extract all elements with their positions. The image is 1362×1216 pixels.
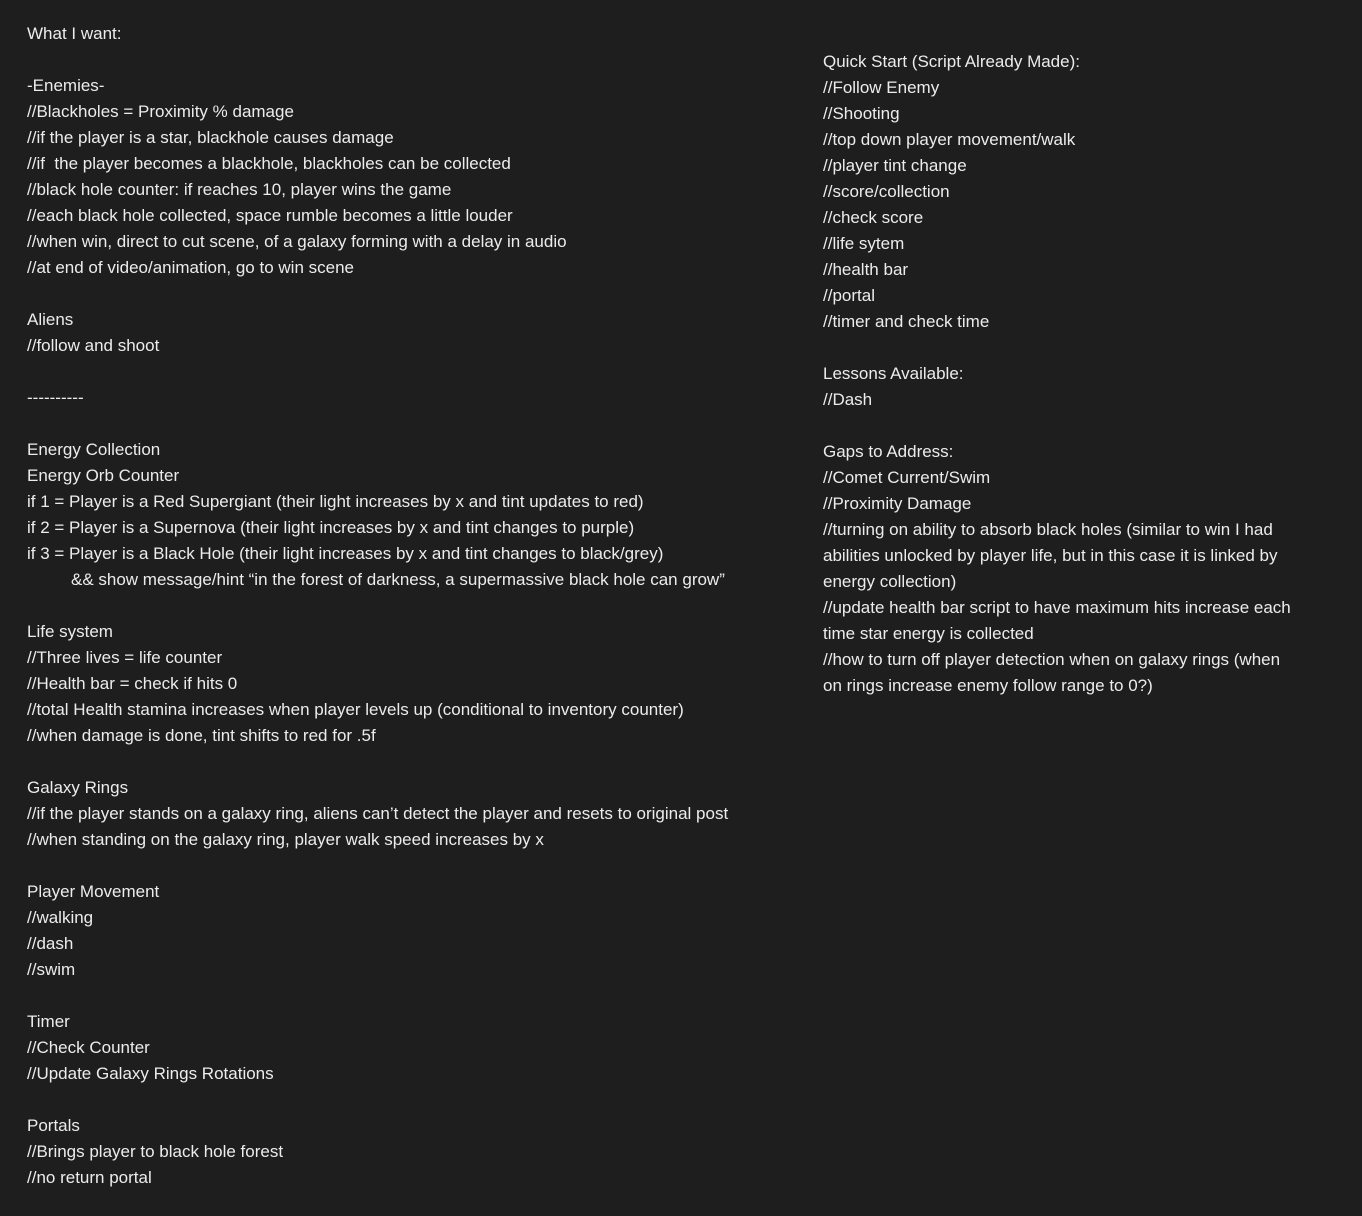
note-line: //total Health stamina increases when player levels up (conditional to inventory counter)	[27, 700, 684, 719]
note-line: //walking	[27, 908, 94, 927]
section-portals: Portals	[27, 1116, 80, 1135]
note-line: //turning on ability to absorb black holes (similar to win I had	[823, 520, 1273, 539]
blank-line	[27, 853, 807, 879]
section-energy-collection: Energy Collection	[27, 440, 161, 459]
note-line: //no return portal	[27, 1168, 152, 1187]
note-line: abilities unlocked by player life, but in this case it is linked by	[823, 546, 1278, 565]
note-line: //how to turn off player detection when on galaxy rings (when	[823, 650, 1281, 669]
section-gaps-to-address: Gaps to Address:	[823, 442, 954, 461]
blank-line	[27, 47, 807, 73]
section-aliens: Aliens	[27, 310, 74, 329]
blank-line	[27, 281, 807, 307]
note-line: //update health bar script to have maximum hits increase each	[823, 598, 1291, 617]
note-line: //Brings player to black hole forest	[27, 1142, 284, 1161]
blank-line	[823, 335, 1343, 361]
note-line: //Comet Current/Swim	[823, 468, 991, 487]
note-line: //when damage is done, tint shifts to red for .5f	[27, 726, 376, 745]
section-player-movement: Player Movement	[27, 882, 160, 901]
note-line: time star energy is collected	[823, 624, 1034, 643]
note-line: //Blackholes = Proximity % damage	[27, 102, 294, 121]
note-line: //if the player is a star, blackhole causes damage	[27, 128, 394, 147]
note-line-indented: && show message/hint “in the forest of darkness, a supermassive black hole can grow”	[71, 570, 725, 589]
note-line: //if the player stands on a galaxy ring, aliens can’t detect the player and resets to original post	[27, 804, 729, 823]
heading-what-i-want: What I want:	[27, 24, 122, 43]
divider-dashes: ----------	[27, 388, 84, 407]
blank-line	[27, 593, 807, 619]
section-timer: Timer	[27, 1012, 70, 1031]
note-line: //at end of video/animation, go to win scene	[27, 258, 354, 277]
note-line: //Update Galaxy Rings Rotations	[27, 1064, 274, 1083]
note-line: //dash	[27, 934, 74, 953]
note-line: //black hole counter: if reaches 10, player wins the game	[27, 180, 452, 199]
note-line: //if the player becomes a blackhole, blackholes can be collected	[27, 154, 511, 173]
blank-line	[27, 1087, 807, 1113]
note-line: Energy Orb Counter	[27, 466, 180, 485]
note-line: //Health bar = check if hits 0	[27, 674, 238, 693]
section-quick-start: Quick Start (Script Already Made):	[823, 52, 1080, 71]
note-line: energy collection)	[823, 572, 957, 591]
left-notes-column	[27, 21, 807, 1191]
note-line: //follow and shoot	[27, 336, 160, 355]
blank-line	[823, 413, 1343, 439]
note-line: //Proximity Damage	[823, 494, 972, 513]
section-galaxy-rings: Galaxy Rings	[27, 778, 129, 797]
note-line: //when standing on the galaxy ring, player walk speed increases by x	[27, 830, 544, 849]
note-line: //Dash	[823, 390, 873, 409]
note-line: //score/collection	[823, 182, 950, 201]
note-line: //portal	[823, 286, 875, 305]
note-line: //player tint change	[823, 156, 967, 175]
note-line: //check score	[823, 208, 924, 227]
section-lessons-available: Lessons Available:	[823, 364, 964, 383]
note-line: //when win, direct to cut scene, of a galaxy forming with a delay in audio	[27, 232, 567, 251]
note-line: if 2 = Player is a Supernova (their light increases by x and tint changes to purple)	[27, 518, 635, 537]
note-line: //Follow Enemy	[823, 78, 940, 97]
note-line: if 3 = Player is a Black Hole (their light increases by x and tint changes to black/grey)	[27, 544, 664, 563]
note-line: //each black hole collected, space rumble becomes a little louder	[27, 206, 513, 225]
blank-line	[27, 359, 807, 385]
note-line: //swim	[27, 960, 76, 979]
blank-line	[27, 983, 807, 1009]
note-line: on rings increase enemy follow range to 0?)	[823, 676, 1153, 695]
note-line: //Shooting	[823, 104, 900, 123]
note-line: //health bar	[823, 260, 909, 279]
note-line: if 1 = Player is a Red Supergiant (their light increases by x and tint updates to red)	[27, 492, 644, 511]
note-line: //Three lives = life counter	[27, 648, 223, 667]
blank-line	[27, 749, 807, 775]
section-enemies: -Enemies-	[27, 76, 105, 95]
note-line: //Check Counter	[27, 1038, 150, 1057]
note-line: //timer and check time	[823, 312, 990, 331]
right-notes-column	[823, 49, 1343, 699]
note-line: //life sytem	[823, 234, 905, 253]
section-life-system: Life system	[27, 622, 113, 641]
note-line: //top down player movement/walk	[823, 130, 1076, 149]
blank-line	[27, 411, 807, 437]
